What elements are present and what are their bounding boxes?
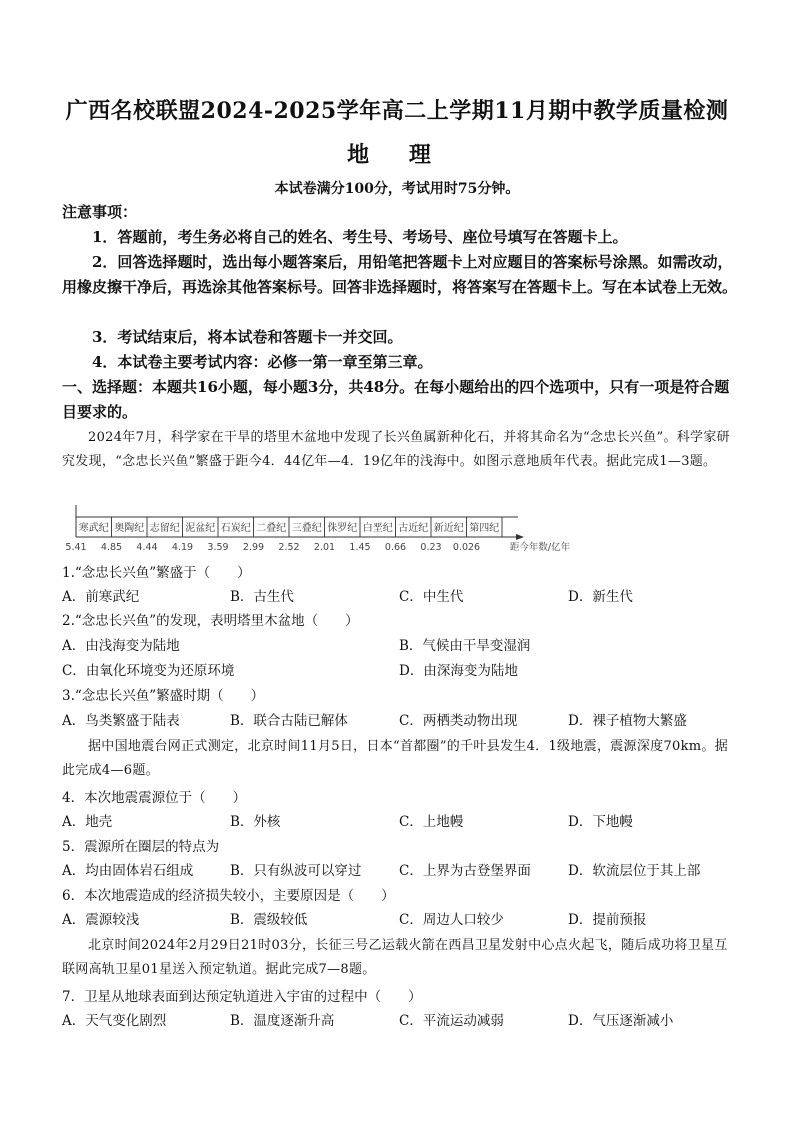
q4-option-a[interactable]: A．地壳 (62, 814, 113, 830)
timeline-arrow (516, 534, 524, 540)
notice-item-1: 1．答题前，考生务必将自己的姓名、考生号、考场号、座位号填写在答题卡上。 (92, 228, 628, 246)
timeline-age-label: 4.19 (171, 542, 194, 553)
timeline-period-label: 白垩纪 (362, 523, 393, 534)
q6-option-b[interactable]: B．震级较低 (230, 912, 308, 928)
question-4-options (62, 812, 742, 832)
timeline-period-label: 新近纪 (433, 523, 464, 534)
timeline-period-label: 志留纪 (149, 523, 180, 534)
q3-option-d[interactable]: D．裸子植物大繁盛 (568, 713, 687, 729)
question-4-stem: 4．本次地震震源位于（ ） (62, 790, 247, 806)
subject-title: 地 理 (347, 142, 447, 168)
exam-title: 广西名校联盟2024-2025学年高二上学期11月期中教学质量检测 (65, 98, 729, 124)
timeline-period-label: 三叠纪 (291, 523, 322, 534)
passage-satellite: 北京时间2024年2月29日21时03分，长征三号乙运载火箭在西昌卫星发射中心点火起飞，随后成功将卫星互联网高轨卫星01星送入预定轨道。据此完成7—8题。 (62, 938, 728, 977)
q1-option-b[interactable]: B．古生代 (230, 589, 294, 605)
question-7-options (62, 1011, 742, 1031)
timeline-age-label: 0.026 (452, 542, 481, 553)
q2-option-d[interactable]: D．由深海变为陆地 (399, 663, 518, 679)
timeline-period-label: 第四纪 (469, 523, 500, 534)
timeline-age-label: 4.85 (100, 542, 123, 553)
q1-option-a[interactable]: A．前寒武纪 (62, 589, 140, 605)
timeline-age-label: 5.41 (65, 542, 87, 553)
q5-option-b[interactable]: B．只有纵波可以穿过 (230, 863, 362, 879)
q4-option-c[interactable]: C．上地幔 (399, 814, 464, 830)
section-heading: 一、选择题：本题共16小题，每小题3分，共48分。在每小题给出的四个选项中，只有一项是符合题目要求的。 (62, 378, 730, 421)
timeline-axis-label: 距今年数/亿年 (509, 542, 571, 553)
q5-option-a[interactable]: A．均由固体岩石组成 (62, 863, 194, 879)
q5-option-c[interactable]: C．上界为古登堡界面 (399, 863, 531, 879)
q2-option-a[interactable]: A．由浅海变为陆地 (62, 638, 180, 654)
q2-option-b[interactable]: B．气候由干旱变湿润 (399, 638, 531, 654)
question-5-stem: 5．震源所在圈层的特点为 (62, 839, 220, 855)
question-3-stem: 3.“念忠长兴鱼”繁盛时期（ ） (62, 688, 265, 704)
timeline-period-label: 二叠纪 (256, 523, 287, 534)
timeline-period-label: 寒武纪 (78, 523, 109, 534)
q7-option-a[interactable]: A．天气变化剧烈 (62, 1013, 167, 1029)
q6-option-c[interactable]: C．周边人口较少 (399, 912, 504, 928)
passage-earthquake: 据中国地震台网正式测定，北京时间11月5日，日本“首都圈”的千叶县发生4．1级地震，震源深度70km。据此完成4—6题。 (62, 739, 728, 778)
q6-option-d[interactable]: D．提前预报 (568, 912, 647, 928)
timeline-age-label: 3.59 (207, 542, 229, 553)
question-2-options-row2 (62, 661, 742, 681)
question-6-stem: 6．本次地震造成的经济损失较小，主要原因是（ ） (62, 888, 395, 904)
notice-item-2: 2．回答选择题时，选出每小题答案后，用铅笔把答题卡上对应题目的答案标号涂黑。如需改动，用橡皮擦干净后，再选涂其他答案标号。回答非选择题时，将答案写在答题卡上。写在本试卷上无效。 (62, 253, 738, 296)
question-2-options-row1 (62, 636, 742, 656)
timeline-period-label: 古近纪 (398, 523, 429, 534)
timeline-period-label: 侏罗纪 (327, 523, 358, 534)
q7-option-d[interactable]: D．气压逐渐减小 (568, 1013, 674, 1029)
q3-option-a[interactable]: A．鸟类繁盛于陆表 (62, 713, 180, 729)
passage-fossil: 2024年7月，科学家在干旱的塔里木盆地中发现了长兴鱼属新种化石，并将其命名为“念忠长兴鱼”。科学家研究发现，“念忠长兴鱼”繁盛于距今4．44亿年—4．19亿年的浅海中。如图示意地质年代表。据此完成1—3题。 (62, 430, 730, 469)
question-1-options (62, 587, 742, 607)
q3-option-b[interactable]: B．联合古陆已解体 (230, 713, 348, 729)
q3-option-c[interactable]: C．两栖类动物出现 (399, 713, 518, 729)
timeline-period-label: 泥盆纪 (185, 523, 216, 534)
timeline-period-label: 奥陶纪 (114, 523, 145, 534)
timeline-age-label: 2.52 (278, 542, 300, 553)
timeline-age-label: 4.44 (136, 542, 158, 553)
timeline-period-label: 石炭纪 (220, 523, 251, 534)
q5-option-d[interactable]: D．软流层位于其上部 (568, 863, 701, 879)
timeline-age-label: 1.45 (349, 542, 371, 553)
q4-option-b[interactable]: B．外核 (230, 814, 281, 830)
q7-option-c[interactable]: C．平流运动减弱 (399, 1013, 504, 1029)
timeline-age-label: 0.23 (420, 542, 442, 553)
q6-option-a[interactable]: A．震源较浅 (62, 912, 140, 928)
question-5-options (62, 861, 742, 881)
score-note: 本试卷满分100分，考试用时75分钟。 (274, 181, 520, 197)
timeline-age-label: 2.01 (313, 542, 336, 553)
timeline-age-label: 0.66 (384, 542, 407, 553)
q7-option-b[interactable]: B．温度逐渐升高 (230, 1013, 335, 1029)
q1-option-d[interactable]: D．新生代 (568, 589, 633, 605)
timeline-age-label: 2.99 (242, 542, 265, 553)
question-3-options (62, 711, 742, 731)
geologic-timeline (56, 503, 576, 553)
notice-item-4: 4．本试卷主要考试内容：必修一第一章至第三章。 (92, 353, 433, 371)
question-6-options (62, 910, 742, 930)
q1-option-c[interactable]: C．中生代 (399, 589, 464, 605)
question-2-stem: 2.“念忠长兴鱼”的发现，表明塔里木盆地（ ） (62, 613, 359, 629)
q2-option-c[interactable]: C．由氧化环境变为还原环境 (62, 663, 235, 679)
q4-option-d[interactable]: D．下地幔 (568, 814, 633, 830)
question-1-stem: 1.“念忠长兴鱼”繁盛于（ ） (62, 565, 251, 581)
notice-item-3: 3．考试结束后，将本试卷和答题卡一并交回。 (92, 328, 403, 346)
question-7-stem: 7．卫星从地球表面到达预定轨道进入宇宙的过程中（ ） (62, 989, 422, 1005)
notice-heading: 注意事项： (62, 203, 138, 221)
